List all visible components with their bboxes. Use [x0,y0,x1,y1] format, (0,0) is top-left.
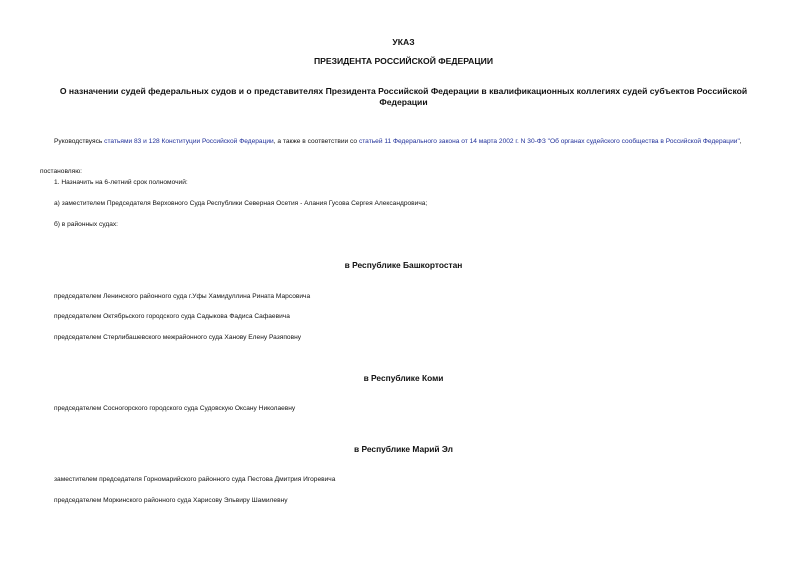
appointment-entry: председателем Моркинского районного суда Харисову Эльвиру Шамилевну [54,497,288,504]
preamble-middle: , а также в соответствии со [273,138,359,145]
preamble-end: , [739,138,742,145]
resolution-word: постановляю: [40,168,83,175]
federal-law-article-link[interactable]: статьей 11 Федерального закона от 14 марта 2002 г. N 30-ФЗ "Об органах судейского сообщества в Российской Федерации" [358,138,740,145]
appointment-entry: председателем Октябрьского городского суда Садыкова Фадиса Сафаевича [54,313,290,320]
decree-item-b: б) в районных судах: [54,221,118,228]
decree-item-1: 1. Назначить на 6-летний срок полномочий: [54,179,188,186]
preamble-intro: Руководствуясь [54,138,105,145]
document-subject: О назначении судей федеральных судов и о представителях Президента Российской Федерации в квалификационных коллегиях судей субъектов Российской Федерации [59,86,748,107]
region-heading-komi: в Республике Коми [363,373,444,383]
constitution-articles-link[interactable]: статьями 83 и 128 Конституции Российской Федерации [104,138,274,145]
doc-type-heading: УКАЗ [392,37,415,47]
appointment-entry: председателем Стерлибашевского межрайонного суда Ханову Елену Разяповну [54,334,302,341]
decree-item-a: а) заместителем Председателя Верховного Суда Республики Северная Осетия - Алания Гусова Сергея Александровича; [54,200,428,207]
preamble-paragraph [40,137,770,146]
region-heading-bashkortostan: в Республике Башкортостан [344,260,463,270]
issuer-heading: ПРЕЗИДЕНТА РОССИЙСКОЙ ФЕДЕРАЦИИ [313,56,494,66]
region-heading-mari-el: в Республике Марий Эл [354,444,453,454]
appointment-entry: председателем Ленинского районного суда г.Уфы Хамидуллина Рината Марсовича [54,293,311,300]
appointment-entry: председателем Сосногорского городского суда Судовскую Оксану Николаевну [54,405,296,412]
appointment-entry: заместителем председателя Горномарийского районного суда Пестова Дмитрия Игоревича [54,476,336,483]
